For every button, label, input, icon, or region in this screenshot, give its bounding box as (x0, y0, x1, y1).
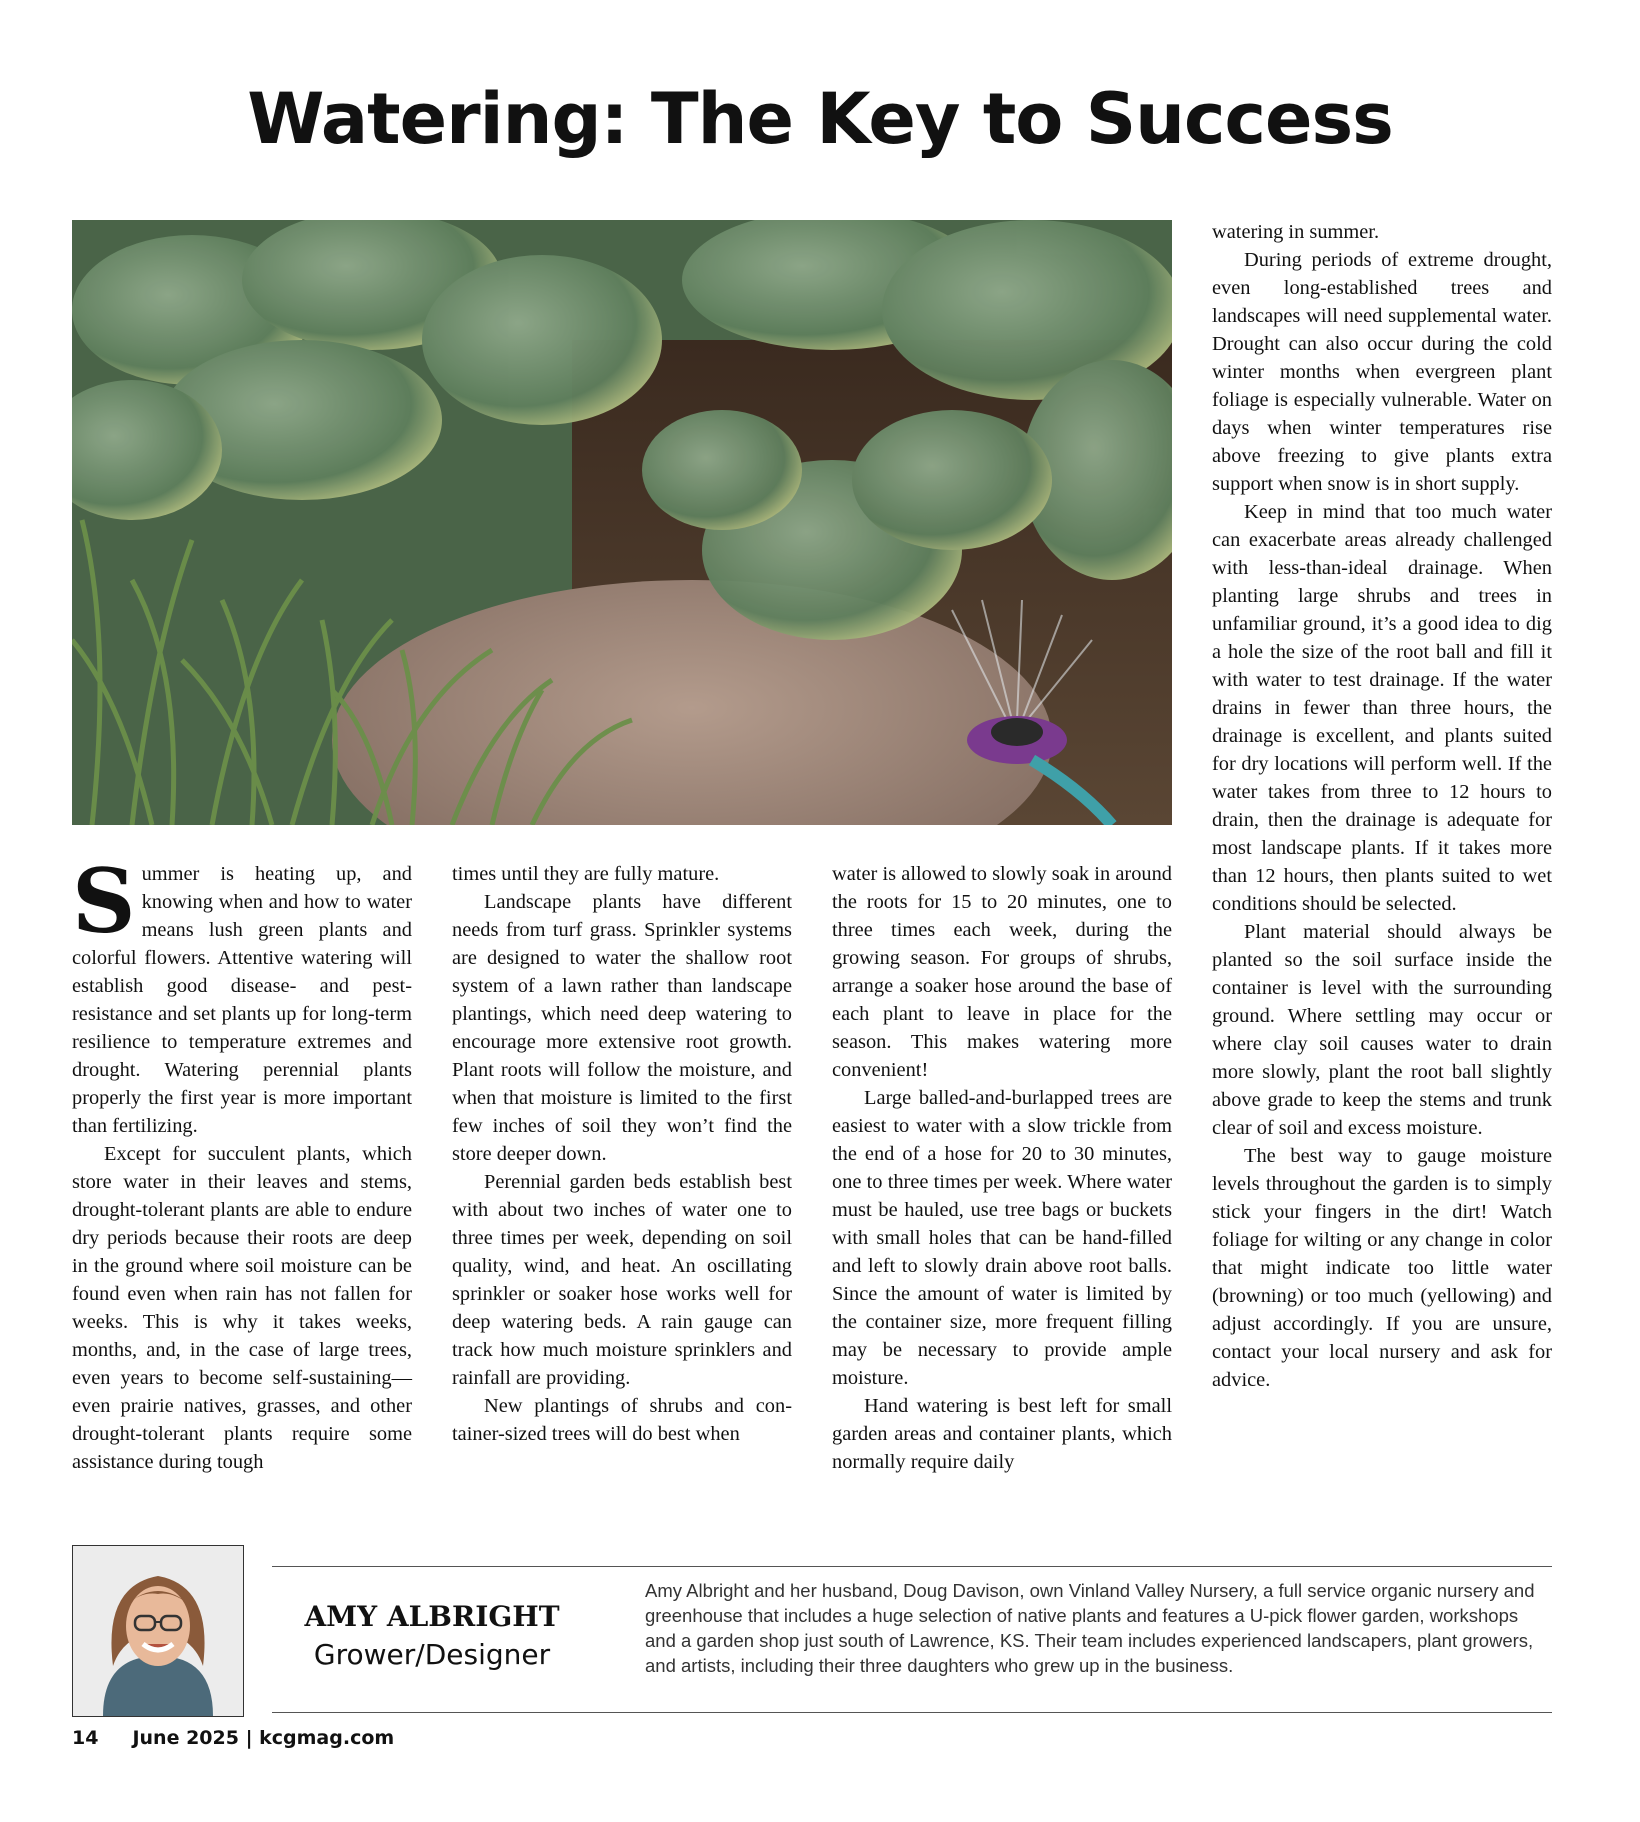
author-bio: Amy Albright and her husband, Doug Davison, own Vinland Valley Nursery, a full service organic nursery and greenhouse that includes a huge selection of native plants and features a U-pick flower garden, workshops and a garden shop just south of Lawrence, KS. Their team includes experienced landscapers, plant growers, and artists, including their three daughters who grew up in the business. (645, 1580, 1535, 1676)
divider (272, 1566, 1552, 1567)
article-column-4 (1212, 218, 1552, 1394)
article-column-2 (452, 860, 792, 1448)
author-role: Grower/Designer (313, 1638, 551, 1671)
article-column-3 (832, 860, 1172, 1476)
author-name: AMY ALBRIGHT (304, 1600, 560, 1633)
page-footer (72, 1727, 394, 1749)
paragraph: Landscape plants have different needs from turf grass. Sprinkler systems are designed to water the shallow root system of a lawn rather than landscape plantings, which need deep watering to encourage more extensive root growth. Plant roots will follow the moisture, and when that moisture is limited to the first few inches of soil they won’t find the store deeper down. (452, 891, 792, 1165)
hosta-garden-sprinkler-icon (72, 220, 1172, 825)
paragraph: watering in summer. (1212, 221, 1380, 243)
article-column-1 (72, 849, 412, 1476)
paragraph: Plant material should always be planted so the soil surface inside the container is level with the surrounding ground. Where settling may occur or where clay soil causes water to drain more slowly, plant the root ball slightly above grade to keep the stems and trunk clear of soil and excess moisture. (1212, 921, 1552, 1139)
page-number: 14 (72, 1727, 99, 1749)
paragraph: The best way to gauge moisture levels throughout the garden is to simply stick your fingers in the dirt! Watch foliage for wilting or any change in color that might indicate too little water (browning) or too much (yellowing) and adjust accordingly. If you are unsure, contact your local nursery and ask for advice. (1212, 1145, 1552, 1391)
paragraph: Large balled-and-burlapped trees are easiest to water with a slow trickle from the end of a hose for 20 to 30 minutes, one to three times per week. Where water must be hauled, use tree bags or buckets with small holes that can be hand-filled and left to slowly drain above root balls. Since the amount of water is limited by the container size, more frequent filling may be necessary to provide ample moisture. (832, 1087, 1172, 1389)
paragraph-text: ummer is heating up, and knowing when and how to water means lush green plants and colorful flowers. Attentive watering will establish good disease- and pest-resistance and set plants up for long-term resilience to temperature extremes and drought. Watering perennial plants properly the first year is more important than fertilizing. (72, 863, 412, 1137)
issue-info: June 2025 | kcgmag.com (132, 1727, 395, 1749)
paragraph: Except for succulent plants, which store water in their leaves and stems, drought-tolerant plants are able to endure dry periods because their roots are deep in the ground where soil moisture can be found even when rain has not fallen for weeks. This is why it takes weeks, months, and, in the case of large trees, even years to become self-sustaining—even prairie natives, grasses, and other drought-tolerant plants require some assistance during tough (72, 1143, 412, 1473)
paragraph (72, 849, 412, 1140)
author-photo (72, 1545, 244, 1717)
paragraph: water is allowed to slowly soak in around the roots for 15 to 20 minutes, one to three times each week, during the growing season. For groups of shrubs, arrange a soaker hose around the base of each plant to leave in place for the season. This makes watering more convenient! (832, 863, 1172, 1081)
divider (272, 1712, 1552, 1713)
paragraph: times until they are fully mature. (452, 863, 720, 885)
author-portrait-icon (73, 1546, 243, 1716)
article-title: Watering: The Key to Success (247, 78, 1393, 160)
hosta-garden-photo (72, 220, 1172, 825)
drop-cap: S (72, 849, 136, 953)
paragraph: During periods of extreme drought, even long-established trees and landscapes will need supplemental water. Drought can also occur during the cold winter months when evergreen plant foliage is especially vulnerable. Water on days when winter temperatures rise above freezing to give plants extra support when snow is in short supply. (1212, 249, 1552, 495)
paragraph: Hand watering is best left for small garden areas and container plants, which normally require daily (832, 1395, 1172, 1473)
paragraph: Perennial garden beds establish best with about two inches of water one to three times per week, depending on soil quality, wind, and heat. An oscillating sprinkler or soaker hose works well for deep watering beds. A rain gauge can track how much moisture sprinklers and rainfall are providing. (452, 1171, 792, 1389)
paragraph: New plantings of shrubs and container-sized trees will do best when (452, 1395, 792, 1445)
paragraph: Keep in mind that too much water can exacerbate areas already challenged with less-than-ideal drainage. When planting large shrubs and trees in unfamiliar ground, it’s a good idea to dig a hole the size of the root ball and fill it with water to test drainage. If the water drains in fewer than three hours, the drainage is excellent, and plants suited for dry locations will perform well. If the water takes from three to 12 hours to drain, then the drainage is adequate for most landscape plants. If it takes more than 12 hours, then plants suited to wet conditions should be selected. (1212, 501, 1552, 915)
